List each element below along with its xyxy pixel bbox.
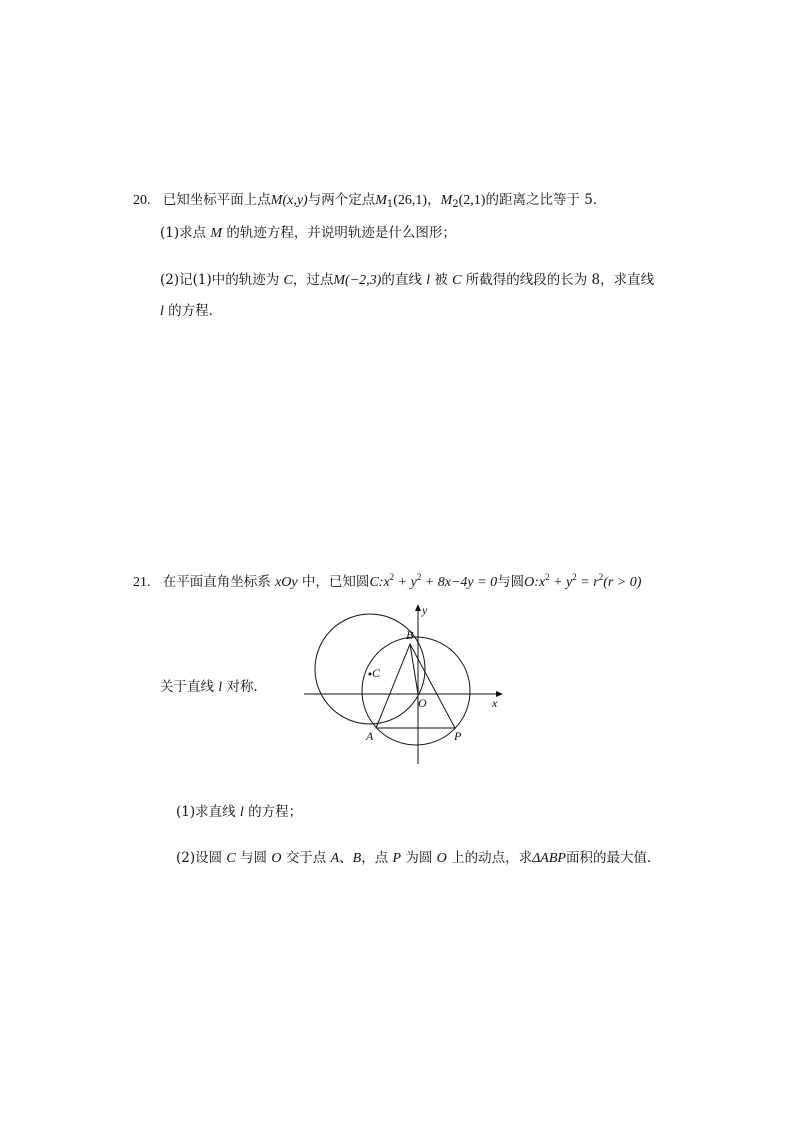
q20-part2-line2 — [160, 302, 222, 321]
q21-c-sq1: 2 — [389, 572, 395, 582]
q20-part2-l: l — [426, 273, 431, 288]
q20-M2-label: M — [440, 193, 453, 208]
q21-part2-b: 与圆 — [235, 850, 272, 866]
q21-stem-line2 — [160, 678, 267, 697]
q21-part1-a: (1)求直线 — [176, 804, 240, 820]
q21-c-sq2: 2 — [416, 572, 422, 582]
q21-o-sq1: 2 — [545, 572, 550, 582]
q21-part2-a: (2)设圆 — [176, 850, 227, 866]
label-P: P — [454, 729, 462, 743]
q20-part2-e: 所截得的线段的长为 8，求直线 — [461, 272, 655, 288]
q20-line-1 — [133, 191, 606, 214]
q20-M1-label: M — [375, 193, 387, 208]
q21-xOy: xOy — [275, 575, 298, 590]
q21-number: 21. — [133, 575, 151, 590]
q20-part2-d: 被 — [430, 272, 453, 288]
label-A: A — [366, 729, 374, 743]
q20-part2-M: M(−2,3) — [333, 273, 382, 288]
q20-M1-coords: (26,1) — [393, 193, 428, 208]
q20-part1-a: (1)求点 — [160, 225, 211, 241]
q20-M2-coords: (2,1) — [458, 193, 486, 208]
q20-part1-b: 的轨迹方程，并说明轨迹是什么图形； — [222, 225, 456, 241]
q20-part2-a: (2)记(1)中的轨迹为 — [160, 272, 284, 288]
label-x: x — [492, 696, 498, 710]
q21-circle-O-eq — [524, 572, 642, 590]
q21-stem-l: l — [218, 680, 223, 695]
q21-stem-b: 中，已知圆 — [297, 574, 370, 590]
y-axis-arrow — [415, 604, 421, 611]
q21-stem-c: 与圆 — [497, 574, 525, 590]
q20-point-M: M(x,y) — [270, 193, 308, 208]
q21-stem-a: 在平面直角坐标系 — [162, 574, 276, 590]
q21-stem-e: 对称． — [222, 679, 267, 695]
q21-c-plus: + y — [394, 575, 417, 590]
label-O: O — [418, 696, 427, 710]
q21-part2 — [176, 849, 660, 868]
q21-part2-g: 上的动点，求 — [446, 850, 533, 866]
q20-number: 20. — [133, 193, 151, 208]
q20-part2-c: 的直线 — [381, 272, 427, 288]
q21-o-sq2: 2 — [572, 572, 577, 582]
q21-part2-e: ，点 — [361, 850, 393, 866]
q21-part2-C: C — [226, 851, 236, 866]
triangle-ABP — [376, 644, 455, 728]
q20-part2-f: 的方程． — [163, 303, 223, 319]
q21-part1-b: 的方程； — [243, 804, 303, 820]
q21-part1-l: l — [239, 805, 244, 820]
q21-part2-triangle: ΔABP — [532, 851, 566, 866]
q21-c-part1: C:x — [369, 575, 390, 590]
q20-M2-sub: 2 — [452, 199, 459, 210]
q20-M1-sub: 1 — [386, 199, 394, 210]
label-C: C — [372, 666, 381, 680]
q21-part2-f: 为圆 — [401, 850, 437, 866]
q20-part2-C2: C — [452, 273, 462, 288]
q21-line-1 — [133, 568, 641, 592]
q21-part2-O2: O — [436, 851, 447, 866]
q21-o-part1: O:x — [524, 575, 546, 590]
q20-stem-c: 的距离之比等于 5． — [485, 192, 607, 208]
q21-stem-d: 关于直线 — [160, 679, 219, 695]
q21-part2-A: A — [330, 851, 340, 866]
q20-part2-l2: l — [160, 304, 164, 319]
q21-part2-h: 面积的最大值． — [565, 850, 661, 866]
q21-part2-B: B — [352, 851, 362, 866]
q20-part1-M: M — [210, 226, 223, 241]
q21-o-cond: (r > 0) — [603, 575, 642, 590]
q20-stem-b: 与两个定点 — [307, 192, 376, 208]
q21-o-eq: = r — [576, 575, 599, 590]
q21-o-sq3: 2 — [598, 572, 604, 582]
q20-part2-C: C — [283, 273, 293, 288]
q21-part2-P: P — [392, 851, 402, 866]
label-B: B — [406, 628, 414, 642]
q20-stem-a: 已知坐标平面上点 — [162, 192, 271, 208]
q21-part2-d: 、 — [339, 850, 353, 866]
q20-part1 — [160, 224, 456, 243]
q21-o-plus: + y — [549, 575, 573, 590]
q21-part1 — [176, 803, 302, 822]
q21-c-rest: + 8x−4y = 0 — [421, 575, 498, 590]
q21-part2-O: O — [271, 851, 282, 866]
q21-figure — [300, 601, 510, 771]
q20-sep: ， — [427, 192, 441, 208]
q21-circle-C-eq — [369, 572, 498, 590]
q20-part2-line1 — [160, 271, 654, 290]
label-y: y — [422, 603, 428, 617]
q21-part2-c: 交于点 — [281, 850, 331, 866]
q20-part2-b: ，过点 — [292, 272, 334, 288]
